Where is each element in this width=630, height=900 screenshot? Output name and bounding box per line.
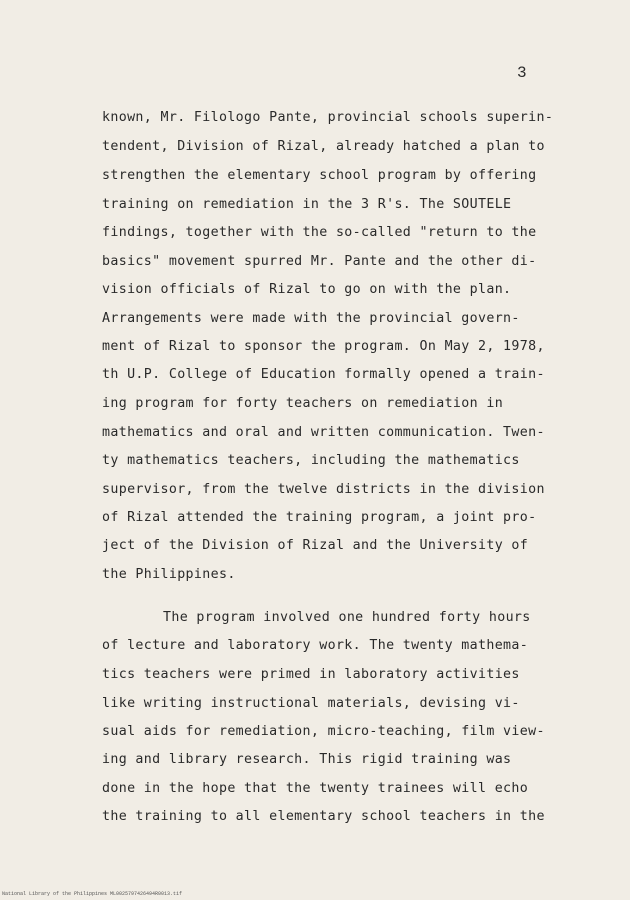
page-number: 3: [517, 64, 527, 82]
text-line: vision officials of Rizal to go on with the plan.: [102, 282, 512, 297]
text-line: findings, together with the so-called "return to the: [102, 225, 537, 240]
text-line: the training to all elementary school teachers in the: [102, 809, 545, 824]
text-line: th U.P. College of Education formally opened a train-: [102, 367, 545, 382]
text-line: done in the hope that the twenty trainees will echo: [102, 781, 529, 796]
text-line: ject of the Division of Rizal and the University of: [102, 538, 529, 553]
text-line: ty mathematics teachers, including the mathematics: [102, 453, 520, 468]
text-line: like writing instructional materials, devising vi-: [102, 696, 520, 711]
text-line: training on remediation in the 3 R's. The SOUTELE: [102, 197, 512, 212]
text-line: sual aids for remediation, micro-teaching, film view-: [102, 724, 545, 739]
text-line: strengthen the elementary school program by offering: [102, 168, 537, 183]
text-line: ing and library research. This rigid training was: [102, 752, 512, 767]
text-line: tics teachers were primed in laboratory activities: [102, 667, 520, 682]
text-line: supervisor, from the twelve districts in the division: [102, 482, 545, 497]
text-line: tendent, Division of Rizal, already hatched a plan to: [102, 139, 545, 154]
text-line: known, Mr. Filologo Pante, provincial schools superin-: [102, 110, 554, 125]
text-line: ment of Rizal to sponsor the program. On May 2, 1978,: [102, 339, 545, 354]
text-line: basics" movement spurred Mr. Pante and the other di-: [102, 254, 537, 269]
text-line: The program involved one hundred forty hours: [163, 610, 531, 625]
text-line: the Philippines.: [102, 567, 236, 582]
text-line: of lecture and laboratory work. The twenty mathema-: [102, 638, 529, 653]
text-line: of Rizal attended the training program, a joint pro-: [102, 510, 537, 525]
text-line: Arrangements were made with the provincial govern-: [102, 311, 520, 326]
text-line: ing program for forty teachers on remediation in: [102, 396, 504, 411]
text-line: mathematics and oral and written communication. Twen-: [102, 425, 545, 440]
footer-attribution: National Library of the Philippines ML0025797426494R0013.tif: [2, 891, 183, 897]
